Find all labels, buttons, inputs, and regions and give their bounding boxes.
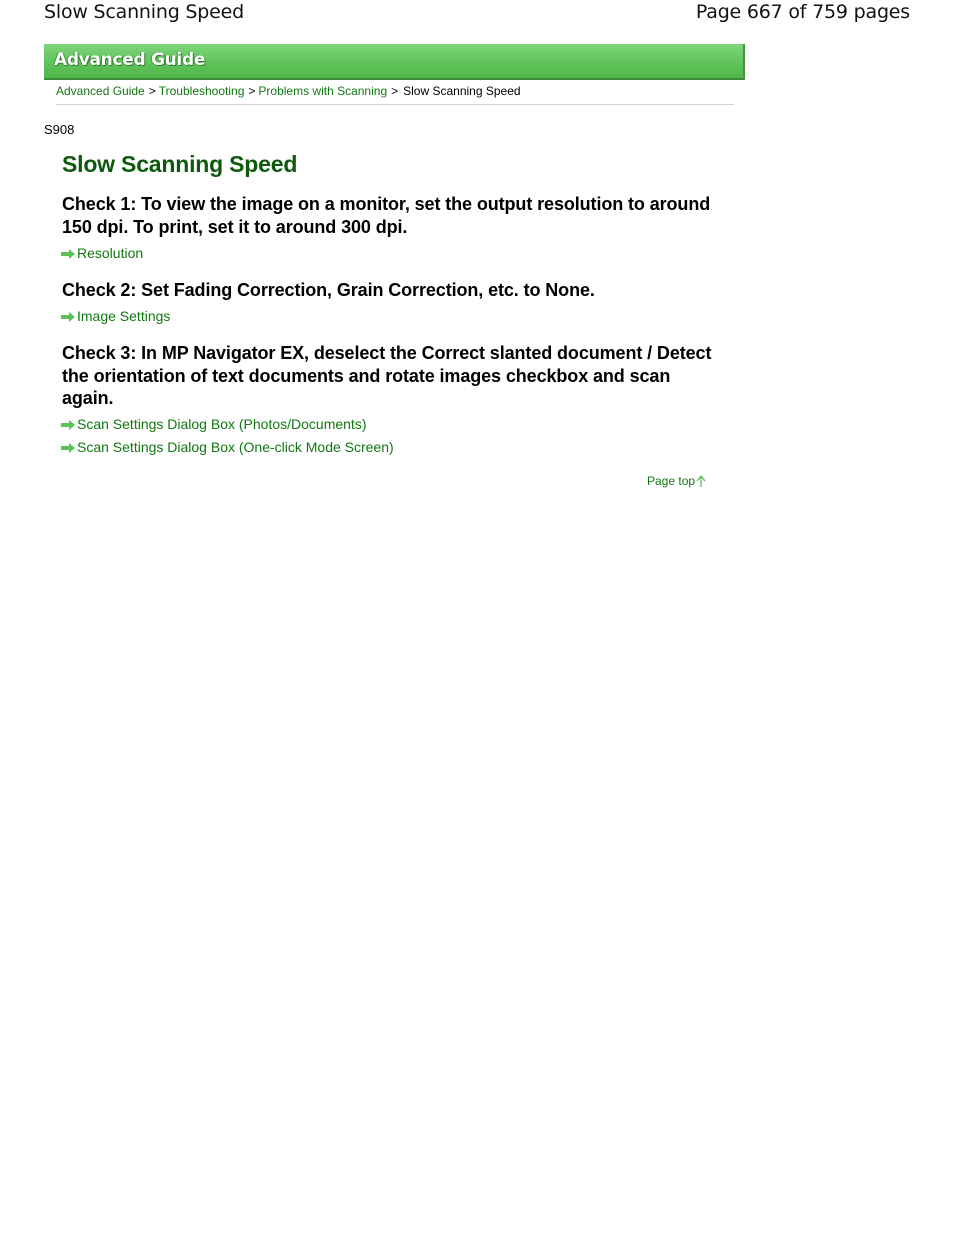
page-code: S908 (44, 122, 75, 137)
link-label: Image Settings (77, 308, 171, 324)
check-1-heading: Check 1: To view the image on a monitor, set the output resolution to around 150 dpi. To print, set it to around 300 dpi. (62, 194, 711, 237)
page-top-label: Page top (647, 474, 696, 488)
right-arrow-icon (61, 443, 75, 453)
right-arrow-icon (61, 249, 75, 259)
right-arrow-icon (61, 312, 75, 322)
breadcrumb-separator: > (391, 84, 399, 98)
link-resolution[interactable] (61, 244, 143, 262)
page-top-link[interactable] (647, 473, 706, 489)
link-scan-settings-photos-documents[interactable] (61, 415, 366, 433)
link-label: Scan Settings Dialog Box (One-click Mode Screen) (77, 439, 394, 455)
link-label: Resolution (77, 245, 144, 261)
link-scan-settings-one-click[interactable] (61, 438, 394, 456)
breadcrumb-current: Slow Scanning Speed (403, 84, 521, 98)
page-count: Page 667 of 759 pages (695, 1, 910, 23)
breadcrumb (56, 83, 521, 99)
up-arrow-icon (696, 475, 706, 487)
breadcrumb-link-advanced-guide[interactable]: Advanced Guide (56, 84, 145, 98)
advanced-guide-banner (44, 44, 745, 80)
banner-label: Advanced Guide (54, 50, 206, 70)
breadcrumb-separator: > (148, 84, 156, 98)
breadcrumb-link-troubleshooting[interactable]: Troubleshooting (158, 84, 245, 98)
breadcrumb-link-problems-with-scanning[interactable]: Problems with Scanning (258, 84, 388, 98)
link-label: Scan Settings Dialog Box (Photos/Documents) (77, 416, 367, 432)
breadcrumb-divider (56, 104, 734, 105)
check-2-heading: Check 2: Set Fading Correction, Grain Correction, etc. to None. (62, 280, 595, 300)
breadcrumb-separator: > (248, 84, 256, 98)
page-header-title: Slow Scanning Speed (44, 1, 244, 23)
article-title: Slow Scanning Speed (62, 151, 298, 177)
link-image-settings[interactable] (61, 307, 170, 325)
right-arrow-icon (61, 420, 75, 430)
check-3-heading: Check 3: In MP Navigator EX, deselect the Correct slanted document / Detect the orientation of text documents and rotate images checkbox and scan again. (62, 343, 712, 408)
